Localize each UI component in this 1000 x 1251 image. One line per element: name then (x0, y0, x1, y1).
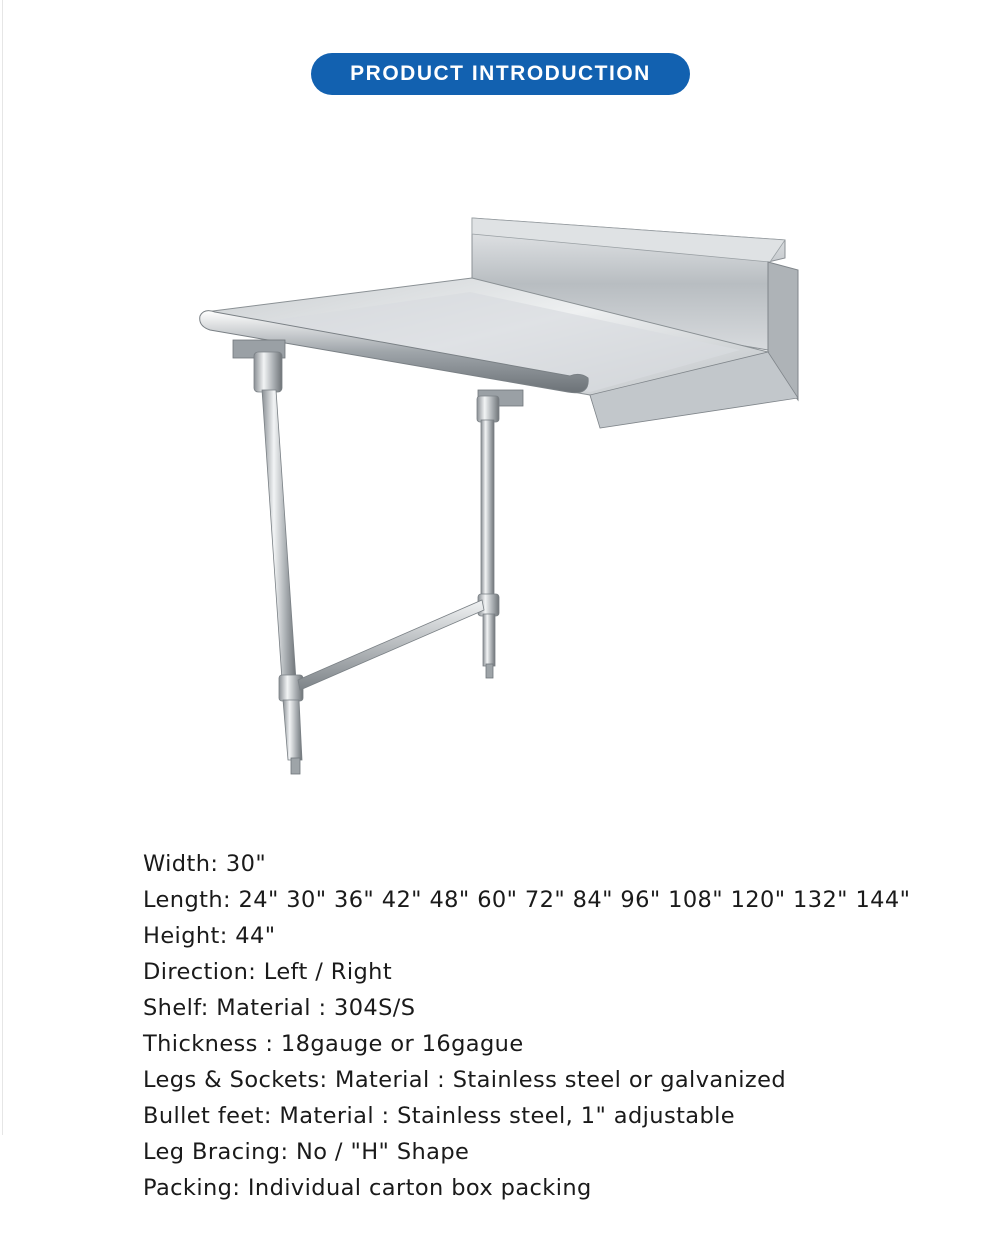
spec-length: Length: 24" 30" 36" 42" 48" 60" 72" 84" 96" 108" 120" 132" 144" (143, 887, 911, 913)
front-bullet-foot (291, 758, 300, 774)
spec-packing: Packing: Individual carton box packing (143, 1175, 592, 1201)
front-leg (262, 390, 296, 680)
spec-height: Height: 44" (143, 923, 276, 949)
spec-legs-sockets: Legs & Sockets: Material : Stainless steel or galvanized (143, 1067, 787, 1093)
spec-thickness: Thickness : 18gauge or 16gague (143, 1031, 524, 1057)
spec-shelf-material: Shelf: Material : 304S/S (143, 995, 416, 1021)
front-leg-socket (254, 352, 282, 392)
spec-leg-bracing: Leg Bracing: No / "H" Shape (143, 1139, 470, 1165)
spec-direction: Direction: Left / Right (143, 959, 393, 985)
page-edge-divider (2, 0, 3, 1135)
dishtable-illustration (195, 210, 805, 800)
product-image (195, 210, 805, 800)
rear-leg-lower (483, 614, 495, 666)
spec-list (143, 846, 910, 1206)
rear-bullet-foot (486, 664, 493, 678)
section-title-badge (311, 53, 690, 95)
leg-bracing (298, 600, 484, 690)
rear-leg (481, 420, 494, 596)
section-title: PRODUCT INTRODUCTION (350, 62, 651, 85)
rear-leg-socket (477, 396, 499, 422)
spec-width: Width: 30" (143, 851, 267, 877)
front-leg-lower (283, 700, 302, 760)
spec-bullet-feet: Bullet feet: Material : Stainless steel, 1" adjustable (143, 1103, 736, 1129)
